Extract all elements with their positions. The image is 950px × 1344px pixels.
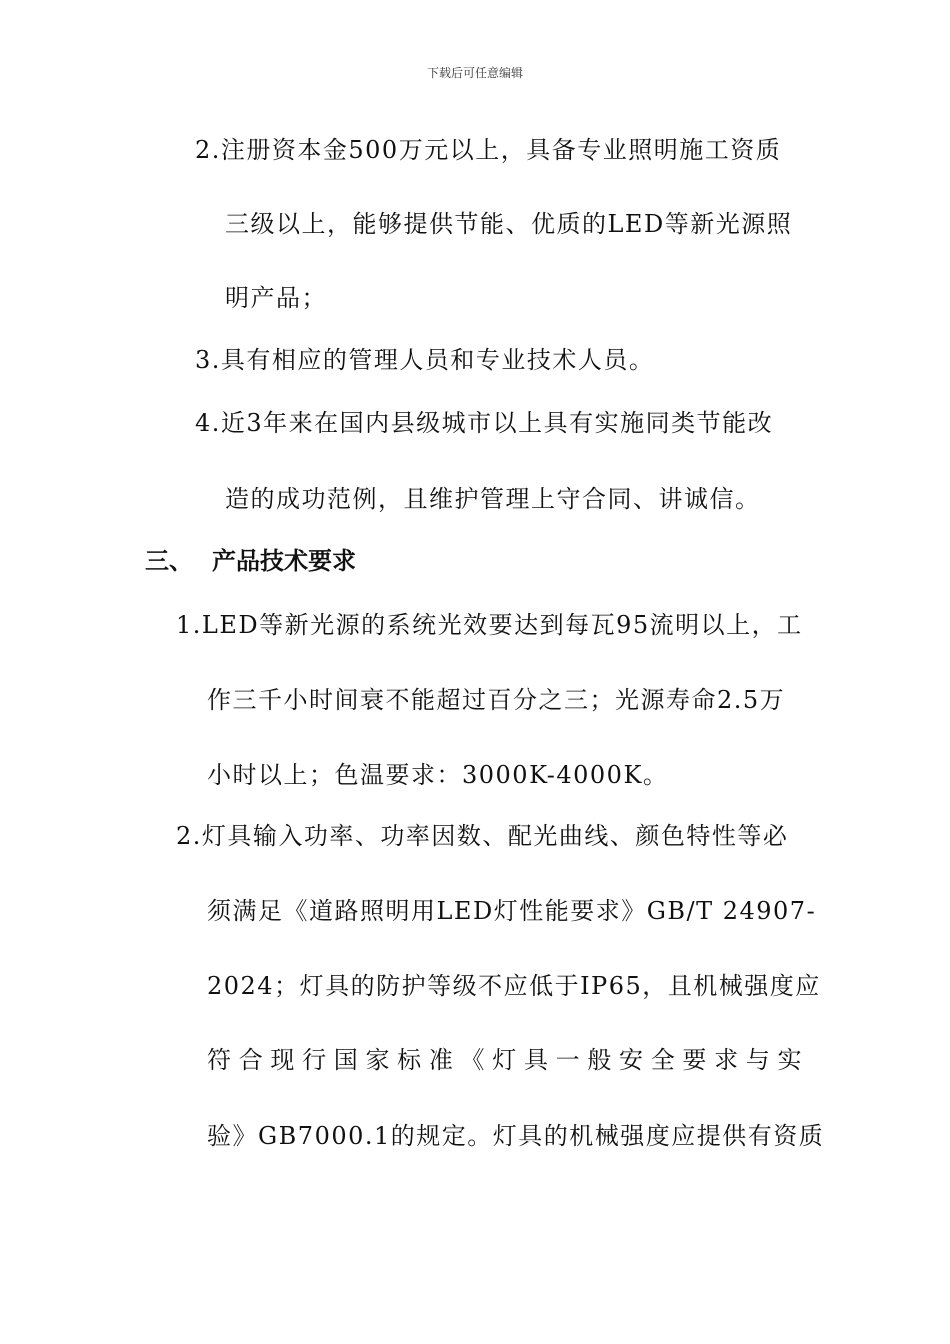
paragraph-line: 造的成功范例，且维护管理上守合同、讲诚信。: [225, 485, 761, 513]
section-title: 产品技术要求: [212, 547, 356, 575]
paragraph-line: 作三千小时间衰不能超过百分之三；光源寿命2.5万: [207, 686, 786, 714]
paragraph-line: 三级以上，能够提供节能、优质的LED等新光源照: [225, 210, 793, 238]
paragraph-line: 2.灯具输入功率、功率因数、配光曲线、颜色特性等必: [176, 822, 789, 850]
paragraph-line: 2.注册资本金500万元以上，具备专业照明施工资质: [195, 136, 782, 164]
paragraph-line: 1.LED等新光源的系统光效要达到每瓦95流明以上，工: [176, 611, 803, 639]
paragraph-line: 小时以上；色温要求：3000K-4000K。: [207, 761, 669, 789]
paragraph-line: 3.具有相应的管理人员和专业技术人员。: [195, 346, 655, 374]
paragraph-line: 符合现行国家标准《灯具一般安全要求与实: [207, 1046, 803, 1074]
paragraph-line: 2024；灯具的防护等级不应低于IP65，且机械强度应: [207, 972, 821, 1000]
section-number: 三、: [145, 547, 193, 575]
paragraph-line: 4.近3年来在国内县级城市以上具有实施同类节能改: [195, 409, 774, 437]
paragraph-line: 明产品；: [225, 284, 327, 312]
paragraph-line: 须满足《道路照明用LED灯性能要求》GB/T 24907-: [207, 897, 817, 925]
page-header: 下载后可任意编辑: [426, 66, 523, 80]
paragraph-line: 验》GB7000.1的规定。灯具的机械强度应提供有资质: [207, 1122, 825, 1150]
